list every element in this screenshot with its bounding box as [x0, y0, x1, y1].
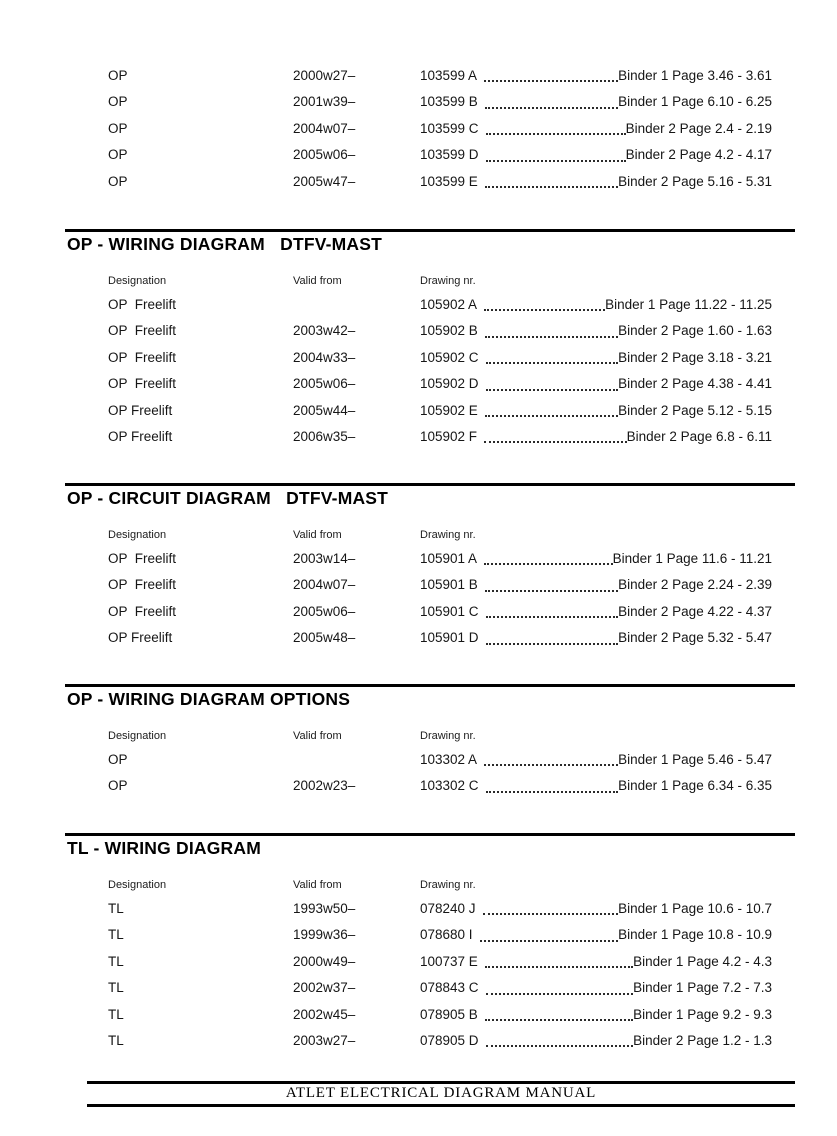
binder-page-reference: Binder 2 Page 1.2 - 1.3	[633, 1032, 772, 1048]
drawing-reference-group	[420, 345, 772, 371]
binder-page-reference: Binder 1 Page 7.2 - 7.3	[633, 980, 772, 996]
drawing-nr-cell: 103599 E	[420, 173, 478, 189]
column-header-designation: Designation	[108, 529, 167, 541]
designation-cell: OP Freelift	[108, 297, 177, 312]
toc-row	[65, 63, 795, 89]
drawing-reference-group	[420, 572, 772, 598]
drawing-reference-group	[420, 922, 772, 948]
designation-cell: TL	[108, 927, 124, 943]
drawing-reference-group	[420, 63, 772, 89]
binder-page-reference: Binder 2 Page 1.60 - 1.63	[618, 323, 772, 339]
column-header-valid-from: Valid from	[293, 879, 342, 891]
drawing-reference-group	[420, 949, 772, 975]
drawing-nr-cell: 103599 A	[420, 68, 478, 83]
valid-from-cell: 1993w50–	[293, 901, 356, 916]
drawing-nr-cell: 103302 A	[420, 752, 478, 767]
dotted-leader	[480, 940, 619, 942]
valid-from-cell: 2005w47–	[293, 173, 356, 189]
footer-manual-title: ATLET ELECTRICAL DIAGRAM MANUAL	[285, 1085, 597, 1101]
valid-from-cell: 2005w48–	[293, 630, 356, 646]
designation-cell: OP Freelift	[108, 603, 177, 619]
toc-row	[65, 142, 795, 168]
designation-cell: TL	[108, 953, 124, 969]
designation-cell: OP Freelift	[108, 376, 177, 392]
drawing-reference-group	[420, 318, 772, 344]
toc-row	[65, 773, 795, 799]
section-rows	[65, 292, 795, 450]
toc-row	[65, 169, 795, 195]
designation-cell: TL	[108, 901, 124, 916]
section-rows	[65, 747, 795, 800]
toc-row	[65, 318, 795, 344]
section-rows	[65, 896, 795, 1054]
drawing-reference-group	[420, 773, 772, 799]
drawing-reference-group	[420, 142, 772, 168]
valid-from-cell: 2003w14–	[293, 551, 356, 566]
drawing-reference-group	[420, 371, 772, 397]
binder-page-reference: Binder 2 Page 6.8 - 6.11	[626, 428, 772, 444]
drawing-nr-cell: 100737 E	[420, 953, 478, 969]
toc-row	[65, 747, 795, 773]
valid-from-cell: 2004w07–	[293, 120, 356, 136]
dotted-leader	[486, 389, 619, 391]
continued-section-rows	[65, 63, 795, 195]
section-title: OP - CIRCUIT DIAGRAM DTFV-MAST	[67, 488, 389, 508]
dotted-leader	[485, 590, 618, 592]
valid-from-cell: 2005w06–	[293, 147, 356, 163]
section-title: TL - WIRING DIAGRAM	[67, 838, 262, 858]
toc-row	[65, 599, 795, 625]
drawing-reference-group	[420, 1002, 772, 1028]
toc-row	[65, 572, 795, 598]
page-footer	[87, 1081, 795, 1107]
drawing-nr-cell: 078240 J	[420, 901, 476, 916]
drawing-nr-cell: 103599 D	[420, 147, 479, 163]
toc-row	[65, 1028, 795, 1054]
drawing-nr-cell: 105901 C	[420, 603, 479, 619]
drawing-nr-cell: 078680 I	[420, 927, 473, 943]
column-header-drawing-nr: Drawing nr.	[420, 730, 476, 742]
section-title: OP - WIRING DIAGRAM OPTIONS	[67, 689, 351, 709]
column-headers	[65, 529, 795, 541]
column-headers	[65, 730, 795, 742]
binder-page-reference: Binder 1 Page 9.2 - 9.3	[633, 1006, 772, 1022]
drawing-nr-cell: 103599 B	[420, 94, 478, 110]
designation-cell: OP	[108, 94, 128, 110]
valid-from-cell: 2002w45–	[293, 1006, 356, 1022]
binder-page-reference: Binder 1 Page 11.22 - 11.25	[605, 297, 772, 312]
drawing-nr-cell: 105902 D	[420, 376, 479, 392]
designation-cell: OP Freelift	[108, 551, 177, 566]
toc-row	[65, 371, 795, 397]
toc-row	[65, 116, 795, 142]
drawing-nr-cell: 105902 B	[420, 323, 478, 339]
toc-row	[65, 546, 795, 572]
toc-section	[65, 229, 795, 450]
toc-row	[65, 975, 795, 1001]
drawing-reference-group	[420, 398, 772, 424]
drawing-reference-group	[420, 116, 772, 142]
valid-from-cell: 2004w33–	[293, 349, 356, 365]
drawing-nr-cell: 078905 D	[420, 1032, 479, 1048]
drawing-nr-cell: 105902 F	[420, 428, 478, 444]
binder-page-reference: Binder 1 Page 5.46 - 5.47	[618, 752, 772, 767]
valid-from-cell: 2005w06–	[293, 376, 356, 392]
column-headers	[65, 275, 795, 287]
dotted-leader	[485, 107, 618, 109]
drawing-reference-group	[420, 292, 772, 318]
binder-page-reference: Binder 1 Page 6.10 - 6.25	[618, 94, 772, 110]
designation-cell: OP Freelift	[108, 577, 177, 593]
drawing-reference-group	[420, 89, 772, 115]
valid-from-cell: 2002w37–	[293, 980, 356, 996]
valid-from-cell: 2003w27–	[293, 1032, 356, 1048]
drawing-reference-group	[420, 747, 772, 773]
drawing-nr-cell: 105901 B	[420, 577, 478, 593]
designation-cell: TL	[108, 1006, 124, 1022]
drawing-nr-cell: 078843 C	[420, 980, 479, 996]
valid-from-cell: 2002w23–	[293, 778, 356, 794]
binder-page-reference: Binder 1 Page 6.34 - 6.35	[618, 778, 772, 794]
binder-page-reference: Binder 1 Page 3.46 - 3.61	[618, 68, 772, 83]
drawing-nr-cell: 078905 B	[420, 1006, 478, 1022]
dotted-leader	[484, 563, 613, 565]
drawing-nr-cell: 105902 E	[420, 402, 478, 418]
binder-page-reference: Binder 2 Page 5.16 - 5.31	[618, 173, 772, 189]
valid-from-cell	[293, 747, 420, 773]
drawing-reference-group	[420, 169, 772, 195]
column-header-valid-from: Valid from	[293, 730, 342, 742]
designation-cell: OP	[108, 120, 128, 136]
toc-section	[65, 833, 795, 1054]
designation-cell: TL	[108, 980, 124, 996]
valid-from-cell: 2005w44–	[293, 402, 356, 418]
dotted-leader	[484, 441, 627, 443]
dotted-leader	[486, 160, 626, 162]
dotted-leader	[485, 186, 618, 188]
dotted-leader	[486, 643, 619, 645]
binder-page-reference: Binder 1 Page 10.6 - 10.7	[618, 901, 772, 916]
designation-cell: OP	[108, 778, 128, 794]
toc-row	[65, 292, 795, 318]
dotted-leader	[486, 362, 619, 364]
drawing-nr-cell: 103599 C	[420, 120, 479, 136]
toc-row	[65, 424, 795, 450]
designation-cell: OP	[108, 752, 128, 767]
binder-page-reference: Binder 2 Page 4.22 - 4.37	[618, 603, 772, 619]
designation-cell: OP	[108, 173, 128, 189]
drawing-nr-cell: 105902 A	[420, 297, 478, 312]
column-header-drawing-nr: Drawing nr.	[420, 275, 476, 287]
designation-cell: OP Freelift	[108, 630, 173, 646]
designation-cell: TL	[108, 1032, 124, 1048]
binder-page-reference: Binder 1 Page 10.8 - 10.9	[618, 927, 772, 943]
drawing-nr-cell: 105902 C	[420, 349, 479, 365]
toc-row	[65, 398, 795, 424]
valid-from-cell: 2005w06–	[293, 603, 356, 619]
binder-page-reference: Binder 2 Page 5.32 - 5.47	[618, 630, 772, 646]
dotted-leader	[486, 133, 626, 135]
designation-cell: OP Freelift	[108, 323, 177, 339]
toc-row	[65, 89, 795, 115]
valid-from-cell: 1999w36–	[293, 927, 356, 943]
designation-cell: OP Freelift	[108, 428, 173, 444]
toc-row	[65, 949, 795, 975]
binder-page-reference: Binder 2 Page 5.12 - 5.15	[618, 402, 772, 418]
valid-from-cell: 2004w07–	[293, 577, 356, 593]
drawing-reference-group	[420, 975, 772, 1001]
drawing-reference-group	[420, 599, 772, 625]
valid-from-cell: 2003w42–	[293, 323, 356, 339]
drawing-reference-group	[420, 896, 772, 922]
dotted-leader	[484, 309, 605, 311]
column-header-valid-from: Valid from	[293, 529, 342, 541]
binder-page-reference: Binder 2 Page 4.2 - 4.17	[625, 147, 772, 163]
column-header-designation: Designation	[108, 730, 167, 742]
dotted-leader	[486, 1045, 634, 1047]
dotted-leader	[485, 1019, 633, 1021]
designation-cell: OP	[108, 68, 128, 83]
binder-page-reference: Binder 2 Page 2.24 - 2.39	[618, 577, 772, 593]
designation-cell: OP Freelift	[108, 402, 173, 418]
drawing-reference-group	[420, 546, 772, 572]
valid-from-cell: 2000w27–	[293, 68, 356, 83]
toc-row	[65, 896, 795, 922]
section-rows	[65, 546, 795, 652]
drawing-reference-group	[420, 1028, 772, 1054]
binder-page-reference: Binder 1 Page 4.2 - 4.3	[633, 953, 772, 969]
column-header-designation: Designation	[108, 275, 167, 287]
dotted-leader	[486, 993, 634, 995]
dotted-leader	[485, 966, 633, 968]
drawing-reference-group	[420, 424, 772, 450]
column-header-valid-from: Valid from	[293, 275, 342, 287]
dotted-leader	[485, 415, 618, 417]
designation-cell: OP Freelift	[108, 349, 177, 365]
dotted-leader	[483, 913, 619, 915]
dotted-leader	[485, 336, 618, 338]
drawing-nr-cell: 103302 C	[420, 778, 479, 794]
toc-row	[65, 1002, 795, 1028]
dotted-leader	[484, 80, 618, 82]
valid-from-cell	[293, 292, 420, 318]
column-header-designation: Designation	[108, 879, 167, 891]
drawing-nr-cell: 105901 A	[420, 551, 478, 566]
binder-page-reference: Binder 2 Page 4.38 - 4.41	[618, 376, 772, 392]
valid-from-cell: 2006w35–	[293, 428, 356, 444]
toc-section	[65, 684, 795, 800]
valid-from-cell: 2001w39–	[293, 94, 356, 110]
toc-row	[65, 345, 795, 371]
binder-page-reference: Binder 2 Page 2.4 - 2.19	[625, 120, 772, 136]
valid-from-cell: 2000w49–	[293, 953, 356, 969]
drawing-reference-group	[420, 625, 772, 651]
toc-section	[65, 483, 795, 652]
drawing-nr-cell: 105901 D	[420, 630, 479, 646]
toc-row	[65, 625, 795, 651]
column-header-drawing-nr: Drawing nr.	[420, 879, 476, 891]
column-headers	[65, 879, 795, 891]
binder-page-reference: Binder 2 Page 3.18 - 3.21	[618, 349, 772, 365]
toc-row	[65, 922, 795, 948]
dotted-leader	[486, 616, 619, 618]
dotted-leader	[486, 791, 619, 793]
dotted-leader	[484, 764, 618, 766]
binder-page-reference: Binder 1 Page 11.6 - 11.21	[612, 551, 772, 566]
designation-cell: OP	[108, 147, 128, 163]
section-title: OP - WIRING DIAGRAM DTFV-MAST	[67, 234, 383, 254]
column-header-drawing-nr: Drawing nr.	[420, 529, 476, 541]
